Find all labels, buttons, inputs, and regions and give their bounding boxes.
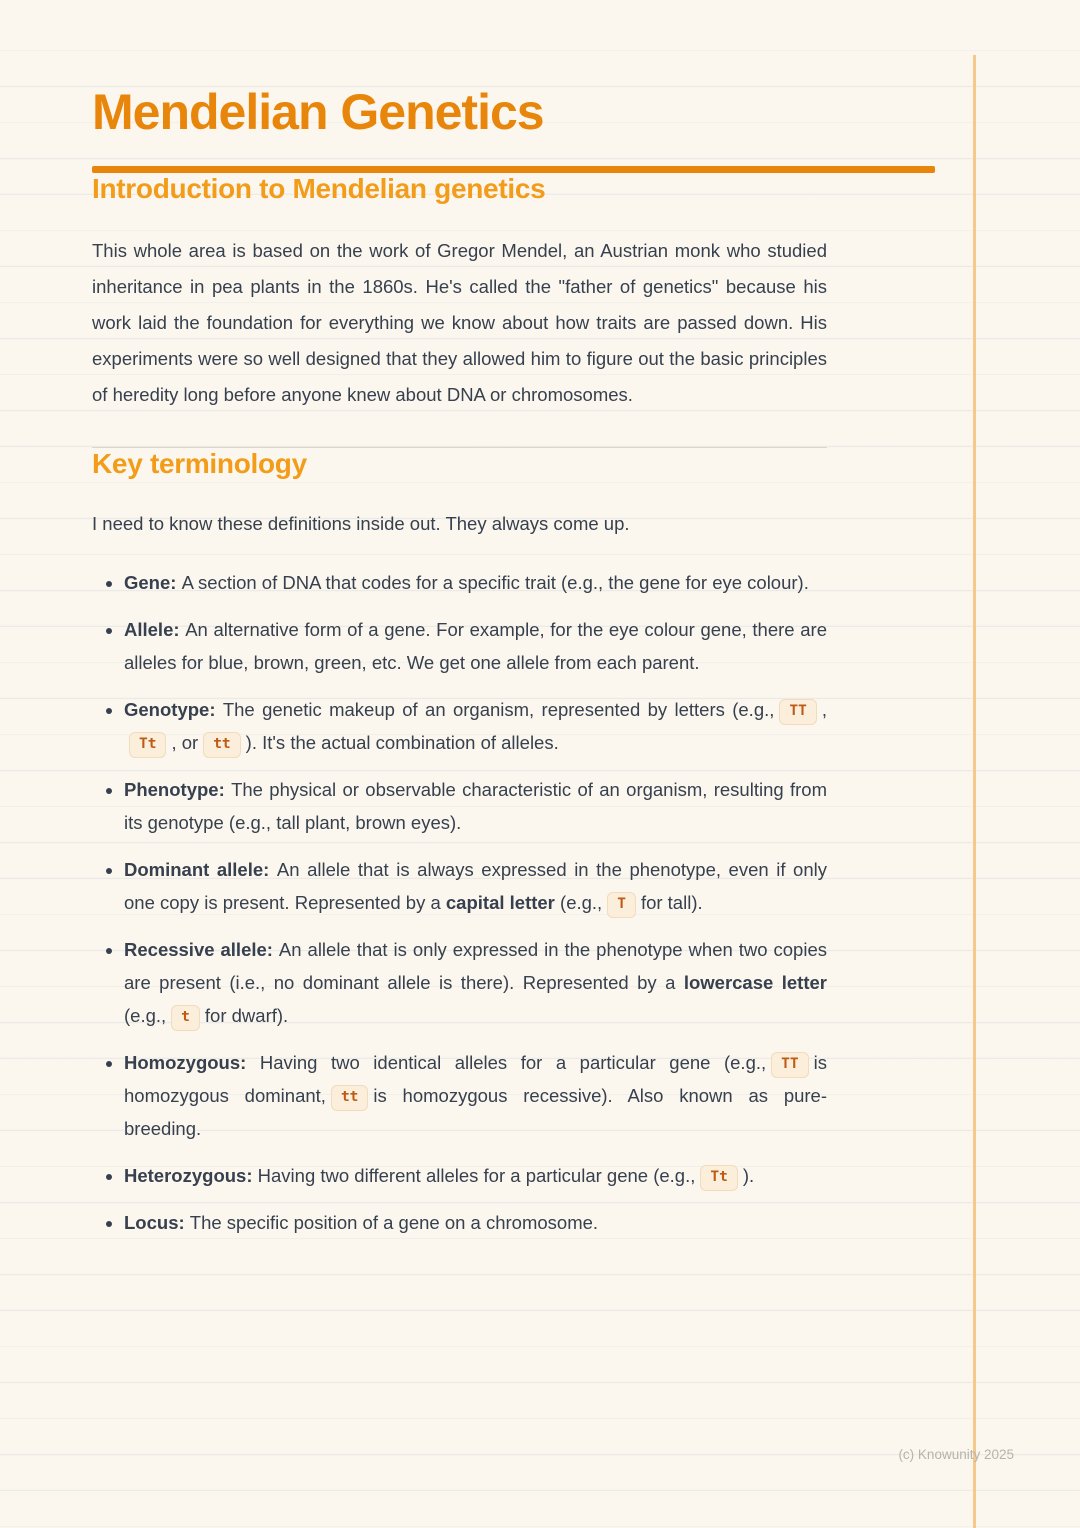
term-item-allele xyxy=(124,613,827,679)
section-key-terminology xyxy=(92,448,935,1239)
text-run: , or xyxy=(171,732,199,753)
term-label: Genotype: xyxy=(124,699,223,720)
text-run: A section of DNA that codes for a specific trait (e.g., the gene for eye colour). xyxy=(181,572,809,593)
term-label: Gene: xyxy=(124,572,182,593)
text-run: An alternative form of a gene. For example, for the eye colour gene, there are alleles for blue, brown, green, etc. We get one allele from each parent. xyxy=(124,619,827,673)
term-label: Heterozygous: xyxy=(124,1165,258,1186)
text-run: , xyxy=(821,699,828,720)
inline-code-chip: tt xyxy=(331,1085,368,1111)
inline-code-chip: Tt xyxy=(700,1165,737,1191)
text-run: (e.g., xyxy=(554,892,603,913)
bold-text: lowercase letter xyxy=(683,972,827,993)
term-item-phenotype xyxy=(124,773,827,839)
text-run: ). It's the actual combination of alleles. xyxy=(245,732,559,753)
term-label: Locus: xyxy=(124,1212,190,1233)
section-heading-introduction: Introduction to Mendelian genetics xyxy=(92,173,546,204)
inline-code-chip: TT xyxy=(771,1052,808,1078)
terminology-list xyxy=(92,566,827,1239)
section-heading-key-terminology: Key terminology xyxy=(92,448,307,479)
inline-code-chip: tt xyxy=(203,732,240,758)
page-title: Mendelian Genetics xyxy=(92,84,544,140)
text-run: for tall). xyxy=(640,892,703,913)
inline-code-chip: T xyxy=(607,892,636,918)
text-run: The specific position of a gene on a chromosome. xyxy=(189,1212,599,1233)
text-run: Having two identical alleles for a particular gene (e.g., xyxy=(259,1052,767,1073)
term-label: Recessive allele: xyxy=(124,939,279,960)
term-item-recessive-allele xyxy=(124,933,827,1032)
text-run: An allele that is always expressed in the phenotype, even if only one copy is present. Represented by a xyxy=(124,859,827,913)
text-run: ). xyxy=(742,1165,755,1186)
text-run: Having two different alleles for a particular gene (e.g., xyxy=(257,1165,696,1186)
term-label: Phenotype: xyxy=(124,779,232,800)
text-run: The genetic makeup of an organism, represented by letters (e.g., xyxy=(222,699,775,720)
term-label: Allele: xyxy=(124,619,186,640)
term-item-locus xyxy=(124,1206,827,1239)
bold-text: capital letter xyxy=(445,892,555,913)
text-run: (e.g., xyxy=(124,1005,167,1026)
text-run: is homozygous dominant, xyxy=(124,1052,827,1106)
term-item-heterozygous xyxy=(124,1159,827,1192)
text-run: for dwarf). xyxy=(204,1005,289,1026)
term-label: Dominant allele: xyxy=(124,859,277,880)
term-item-genotype xyxy=(124,693,827,759)
text-run: is homozygous recessive). Also known as pure-breeding. xyxy=(124,1085,828,1139)
term-item-homozygous xyxy=(124,1046,827,1145)
terminology-lead: I need to know these definitions inside out. They always come up. xyxy=(92,513,630,534)
text-run: An allele that is only expressed in the phenotype when two copies are present (i.e., no dominant allele is there). Represented by a xyxy=(124,939,827,993)
text-run: The physical or observable characteristic of an organism, resulting from its genotype (e.g., tall plant, brown eyes). xyxy=(124,779,827,833)
term-item-gene xyxy=(124,566,827,599)
inline-code-chip: t xyxy=(171,1005,200,1031)
watermark: (c) Knowunity 2025 xyxy=(898,1447,1014,1462)
section-introduction xyxy=(92,173,935,413)
term-item-dominant-allele xyxy=(124,853,827,919)
title-underline xyxy=(92,166,935,173)
term-label: Homozygous: xyxy=(124,1052,260,1073)
inline-code-chip: Tt xyxy=(129,732,166,758)
notebook-margin-line xyxy=(973,55,976,1528)
introduction-paragraph: This whole area is based on the work of Gregor Mendel, an Austrian monk who studied inheritance in pea plants in the 1860s. He's called the "father of genetics" because his work laid the foundation for everything we know about how traits are passed down. His experiments were so well designed that they allowed him to figure out the basic principles of heredity long before anyone knew about DNA or chromosomes. xyxy=(92,240,827,405)
inline-code-chip: TT xyxy=(779,699,816,725)
